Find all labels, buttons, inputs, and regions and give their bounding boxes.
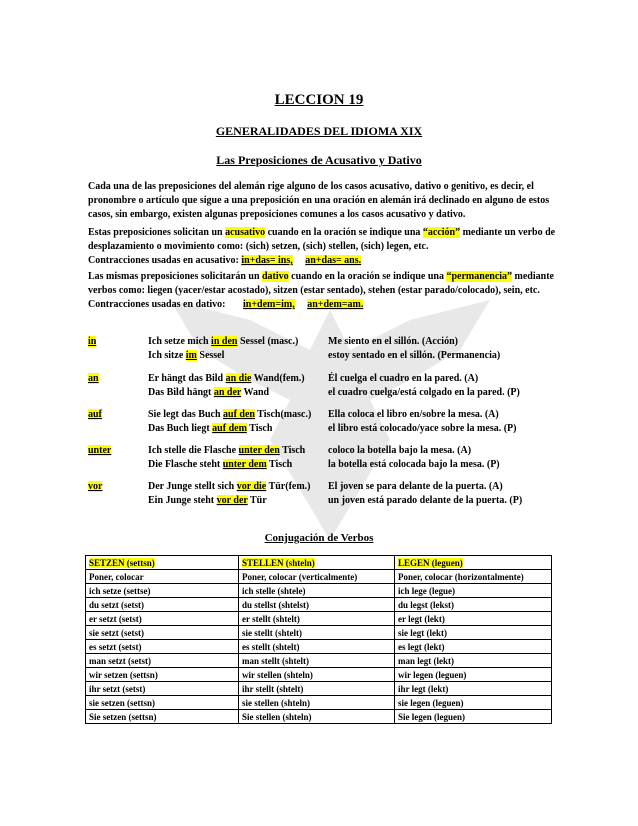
table-cell: wir legen (leguen) <box>395 668 552 682</box>
table-cell: ihr legt (lekt) <box>395 682 552 696</box>
table-header-row <box>86 556 552 570</box>
table-row <box>86 668 552 682</box>
spanish-state: un joven está parado delante de la puerta. (P) <box>328 495 523 506</box>
german-state: Das Buch liegt auf dem Tisch <box>148 423 273 434</box>
preposition-word: unter <box>88 445 112 456</box>
table-row <box>86 654 552 668</box>
table-cell: wir stellen (shteln) <box>239 668 395 682</box>
table-cell: sie legt (lekt) <box>395 626 552 640</box>
spanish-state: el cuadro cuelga/está colgado en la pared. (P) <box>328 387 520 398</box>
table-cell: ihr setzt (setst) <box>86 682 239 696</box>
table-cell: es stellt (shtelt) <box>239 640 395 654</box>
table-cell: es setzt (setst) <box>86 640 239 654</box>
table-cell: du setzt (setst) <box>86 598 239 612</box>
spanish-action: Él cuelga el cuadro en la pared. (A) <box>328 373 479 384</box>
table-row <box>86 598 552 612</box>
preposition-row <box>88 409 568 439</box>
table-cell: er legt (lekt) <box>395 612 552 626</box>
table-row <box>86 696 552 710</box>
intro-paragraph: Cada una de las preposiciones del alemán rige alguno de los casos acusativo, dativo o genitivo, es decir, el pronombre o artículo que sigue a una preposición en una oración en alemán irá declinado en alguno de estos casos, sin embargo, existen algunas preposiciones comunes a los casos acusativo y dativo. <box>88 181 550 220</box>
german-action: Der Junge stellt sich vor die Tür(fem.) <box>148 481 311 492</box>
german-action: Ich stelle die Flasche unter den Tisch <box>148 445 306 456</box>
table-cell: man legt (lekt) <box>395 654 552 668</box>
preposition-row <box>88 373 568 403</box>
spanish-action: Me siento en el sillón. (Acción) <box>328 336 458 347</box>
german-state: Ich sitze im Sessel <box>148 350 225 361</box>
spanish-state: estoy sentado en el sillón. (Permanencia) <box>328 350 501 361</box>
table-cell: ihr stellt (shtelt) <box>239 682 395 696</box>
preposition-word: auf <box>88 409 102 420</box>
conjugation-title: Conjugación de Verbos <box>264 532 374 544</box>
table-cell: man stellt (shtelt) <box>239 654 395 668</box>
preposition-word: an <box>88 373 99 384</box>
conjugation-table <box>85 555 552 724</box>
table-cell: ich stelle (shtele) <box>239 584 395 598</box>
table-cell: ich setze (settse) <box>86 584 239 598</box>
table-row <box>86 612 552 626</box>
preposition-row <box>88 336 568 366</box>
preposition-word: vor <box>88 481 103 492</box>
table-cell: wir setzen (settsn) <box>86 668 239 682</box>
table-header: SETZEN (settsn) <box>86 556 239 570</box>
table-row <box>86 710 552 724</box>
spanish-action: Ella coloca el libro en/sobre la mesa. (A) <box>328 409 499 420</box>
spanish-action: El joven se para delante de la puerta. (A) <box>328 481 503 492</box>
table-cell: sie stellen (shteln) <box>239 696 395 710</box>
german-state: Ein Junge steht vor der Tür <box>148 495 267 506</box>
table-cell: Poner, colocar <box>86 570 239 584</box>
table-cell: er stellt (shtelt) <box>239 612 395 626</box>
accusative-paragraph: Estas preposiciones solicitan un acusativo cuando en la oración se indique una “acción” mediante un verbo de desplazamiento o movimiento como: (sich) setzen, (sich) stellen, (sich) legen, etc. Contracciones usadas en acusativo: in+das= ins, an+das= ans. <box>88 227 556 266</box>
german-action: Ich setze mich in den Sessel (masc.) <box>148 336 299 347</box>
page-title: LECCION 19 <box>274 92 364 108</box>
table-cell: sie stellt (shtelt) <box>239 626 395 640</box>
table-cell: du stellst (shtelst) <box>239 598 395 612</box>
german-state: Das Bild hängt an der Wand <box>148 387 270 398</box>
preposition-row <box>88 481 568 511</box>
preposition-word: in <box>88 336 97 347</box>
table-row <box>86 682 552 696</box>
table-cell: ich lege (legue) <box>395 584 552 598</box>
table-cell: du legst (lekst) <box>395 598 552 612</box>
table-cell: man setzt (setst) <box>86 654 239 668</box>
table-cell: Sie stellen (shteln) <box>239 710 395 724</box>
table-cell: Sie setzen (settsn) <box>86 710 239 724</box>
spanish-action: coloco la botella bajo la mesa. (A) <box>328 445 472 456</box>
table-cell: Poner, colocar (verticalmente) <box>239 570 395 584</box>
table-cell: es legt (lekt) <box>395 640 552 654</box>
spanish-state: la botella está colocada bajo la mesa. (P) <box>328 459 500 470</box>
table-cell: Sie legen (leguen) <box>395 710 552 724</box>
table-row <box>86 640 552 654</box>
table-row <box>86 570 552 584</box>
preposition-row <box>88 445 568 475</box>
table-cell: sie legen (leguen) <box>395 696 552 710</box>
page-subtitle: GENERALIDADES DEL IDIOMA XIX <box>215 124 423 138</box>
table-cell: sie setzen (settsn) <box>86 696 239 710</box>
dative-paragraph: Las mismas preposiciones solicitarán un dativo cuando en la oración se indique una “permanencia” mediante verbos como: liegen (yacer/estar acostado), sitzen (estar sentado), stehen (estar parado/colocado), sein, etc. Contracciones usadas en dativo: in+dem=im, an+dem=am. <box>88 271 554 310</box>
section-title: Las Preposiciones de Acusativo y Dativo <box>216 153 422 167</box>
table-cell: Poner, colocar (horizontalmente) <box>395 570 552 584</box>
table-cell: sie setzt (setst) <box>86 626 239 640</box>
table-header: STELLEN (shteln) <box>239 556 395 570</box>
table-row <box>86 626 552 640</box>
german-action: Sie legt das Buch auf den Tisch(masc.) <box>148 409 312 420</box>
table-row <box>86 584 552 598</box>
table-cell: er setzt (setst) <box>86 612 239 626</box>
spanish-state: el libro está colocado/yace sobre la mesa. (P) <box>328 423 517 434</box>
german-state: Die Flasche steht unter dem Tisch <box>148 459 293 470</box>
german-action: Er hängt das Bild an die Wand(fem.) <box>148 373 305 384</box>
table-header: LEGEN (leguen) <box>395 556 552 570</box>
